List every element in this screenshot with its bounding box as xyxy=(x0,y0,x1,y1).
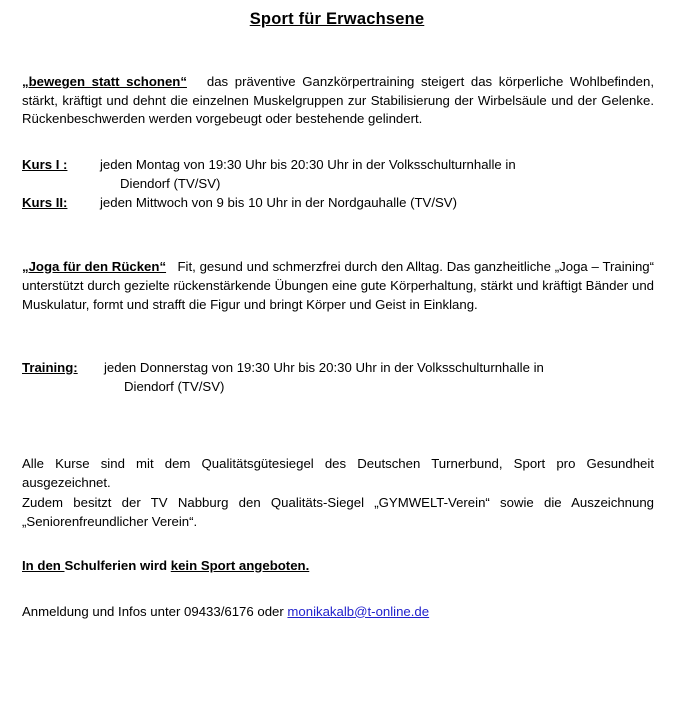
course-text-main-2: jeden Mittwoch von 9 bis 10 Uhr in der Nordgauhalle (TV/SV) xyxy=(100,195,457,211)
training-text-cont: Diendorf (TV/SV) xyxy=(124,379,225,395)
course-label-2: Kurs II: xyxy=(22,195,68,211)
training-row xyxy=(22,358,654,396)
spacer xyxy=(22,440,654,454)
spacer xyxy=(22,129,654,155)
training-text-main: jeden Donnerstag von 19:30 Uhr bis 20:30 Uhr in der Volksschulturnhalle in xyxy=(104,360,544,376)
yoga-body: Fit, gesund und schmerzfrei durch den Alltag. Das ganzheitliche „Joga – Training“ unterstützt durch gezielte rückenstärkende Übungen eine gute Körperhaltung, stärkt und kräftigt Bänder und Muskulatur, formt und strafft die Figur und bringt Körper und Geist in Einklang. xyxy=(22,258,655,312)
holidays-part-3: kein Sport angeboten. xyxy=(170,557,310,573)
yoga-paragraph xyxy=(22,257,654,314)
course-text-main-1: jeden Montag von 19:30 Uhr bis 20:30 Uhr in der Volksschulturnhalle in xyxy=(100,157,516,173)
training-text xyxy=(104,358,654,396)
contact-prefix: Anmeldung und Infos unter 09433/6176 oder xyxy=(22,603,288,619)
holidays-part-2: Schulferien wird xyxy=(64,557,171,573)
quality-line-1: Alle Kurse sind mit dem Qualitätsgütesiegel des Deutschen Turnerbund, Sport pro Gesundheit ausgezeichnet. xyxy=(22,456,654,491)
intro-paragraph xyxy=(22,73,654,129)
training-label: Training: xyxy=(22,360,78,376)
spacer xyxy=(22,576,654,602)
spacer xyxy=(22,213,654,257)
document-page xyxy=(0,10,674,706)
contact-line xyxy=(22,602,654,621)
course-row xyxy=(22,155,654,193)
course-text-cont-1: Diendorf (TV/SV) xyxy=(120,176,221,192)
yoga-lead: „Joga für den Rücken“ xyxy=(22,258,167,274)
course-row xyxy=(22,193,654,212)
intro-lead: „bewegen statt schonen“ xyxy=(22,74,187,89)
email-link[interactable]: monikakalb@t-online.de xyxy=(287,603,430,619)
quality-line-2: Zudem besitzt der TV Nabburg den Qualitäts-Siegel „GYMWELT-Verein“ sowie die Auszeichnung „Seniorenfreundlicher Verein“. xyxy=(22,494,654,529)
spacer xyxy=(22,396,654,440)
course-text-1 xyxy=(100,155,654,193)
document-body xyxy=(0,73,674,621)
page-title: Sport für Erwachsene xyxy=(249,10,425,28)
spacer xyxy=(22,531,654,557)
spacer xyxy=(22,314,654,358)
intro-body: das präventive Ganzkörpertraining steigert das körperliche Wohlbefinden, stärkt, kräftigt und dehnt die einzelnen Muskelgruppen zur Stabilisierung der Wirbelsäule und der Gelenke. Rückenbeschwerden werden vorgebeugt oder bestehende gelindert. xyxy=(22,74,654,127)
course-label-1: Kurs I : xyxy=(22,157,68,173)
spacer xyxy=(0,29,674,73)
holidays-note xyxy=(22,557,654,576)
course-text-2 xyxy=(100,193,654,212)
holidays-part-1: In den xyxy=(22,557,65,573)
